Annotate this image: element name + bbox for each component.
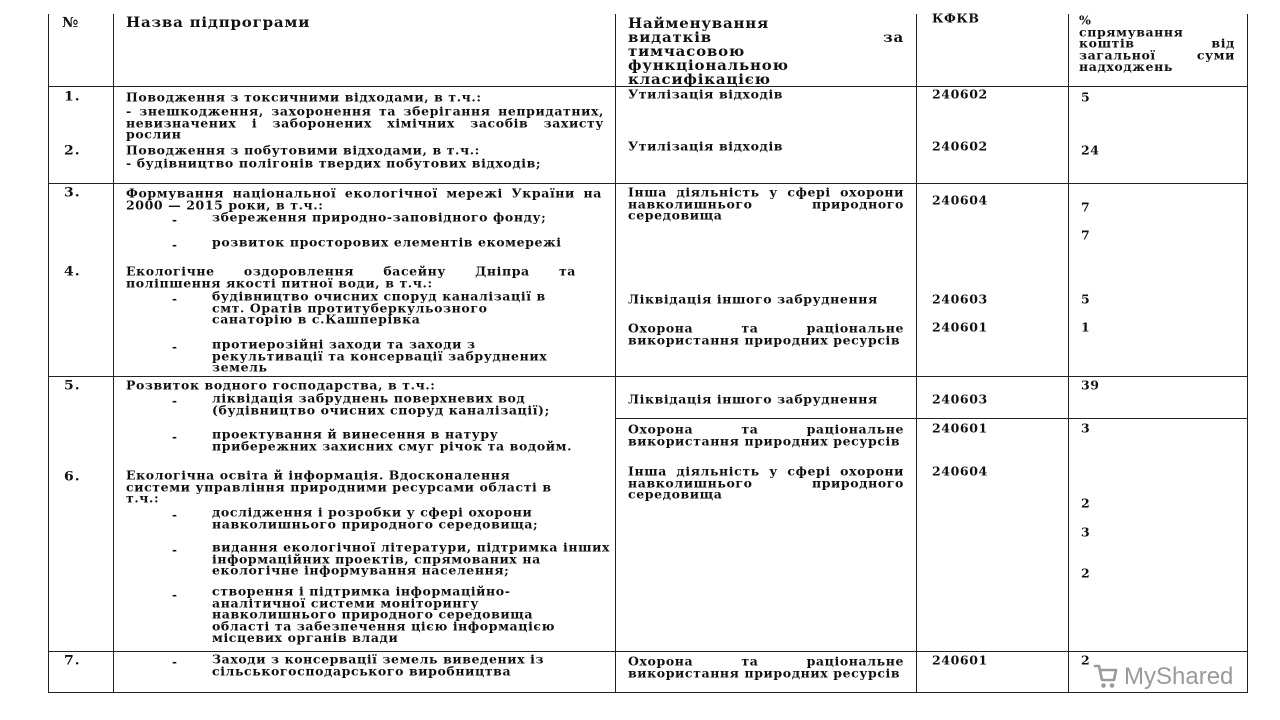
row-3-code: 240604 — [932, 193, 988, 208]
row-5-item-1: ліквідація забруднень поверхневих вод (будівництво очисних споруд каналізації); — [212, 391, 550, 417]
row-6-code: 240604 — [932, 464, 988, 479]
row-4-code-2: 240601 — [932, 320, 988, 335]
header-number: № — [62, 14, 80, 31]
table-border-left — [48, 14, 49, 692]
row-2-code: 240602 — [932, 139, 988, 154]
row-4-percent-1: 5 — [1081, 292, 1091, 307]
row-6-number: 6. — [64, 469, 81, 485]
row-2-number: 2. — [64, 143, 81, 159]
row-3-expenditure: Інша діяльність у сфері охорони навколишнього природного середовища — [628, 185, 904, 223]
row-3-number: 3. — [64, 185, 81, 201]
row-3-item-1: збереження природно-заповідного фонду; — [212, 210, 547, 225]
shopping-cart-icon — [1092, 662, 1118, 692]
header-expenditure: Найменування видатків за тимчасовою функціональною класифікацією — [628, 15, 904, 88]
row-3-bullet-1: - — [172, 213, 177, 227]
row-1-percent: 5 — [1081, 90, 1091, 105]
watermark-text: MyShared — [1124, 663, 1234, 690]
row-2-expenditure: Утилізація відходів — [628, 139, 784, 154]
row-5-number: 5. — [64, 378, 81, 394]
row-6-bullet-2: - — [172, 543, 177, 557]
row-6-expenditure: Інша діяльність у сфері охорони навколишнього природного середовища — [628, 464, 904, 502]
row-7-expenditure: Охорона та раціональне використання природних ресурсів — [628, 654, 904, 680]
row-4-percent-2: 1 — [1081, 320, 1091, 335]
row-6-item-1: дослідження і розробки у сфері охорони навколишнього природного середовища; — [212, 505, 539, 531]
row-7-code: 240601 — [932, 653, 988, 668]
row-3-percent-1: 7 — [1081, 200, 1091, 215]
row-4-number: 4. — [64, 264, 81, 280]
row-4-expenditure-1: Ліквідація іншого забруднення — [628, 292, 878, 307]
row-6-percent-3: 2 — [1081, 566, 1091, 581]
column-divider-4 — [1068, 14, 1069, 692]
row-6-title: Екологічна освіта й інформація. Вдосконалення системи управління природними ресурсами області в т.ч.: — [126, 468, 552, 506]
row-5-percent-1: 39 — [1081, 378, 1100, 393]
row-7-bullet-1: - — [172, 655, 177, 669]
row-divider-2-3 — [48, 183, 1248, 184]
row-4-expenditure-2: Охорона та раціональне використання природних ресурсів — [628, 321, 904, 347]
row-1-expenditure: Утилізація відходів — [628, 87, 784, 102]
row-1-code: 240602 — [932, 87, 988, 102]
column-divider-1 — [113, 14, 114, 692]
column-divider-3 — [916, 14, 917, 692]
row-5-item-2: проектування й винесення в натуру прибережних захисних смуг річок та водойм. — [212, 427, 573, 453]
row-3-item-2: розвиток просторових елементів екомережі — [212, 235, 562, 250]
row-3-title: Формування національної екологічної мережі України на 2000 — 2015 роки, в т.ч.: — [126, 186, 602, 212]
myshared-watermark — [1092, 657, 1242, 697]
header-percent: % спрямування коштів від загальної суми надходжень — [1079, 13, 1235, 74]
row-6-bullet-1: - — [172, 508, 177, 522]
header-subprogram: Назва підпрограми — [126, 14, 311, 31]
row-6-percent-2: 3 — [1081, 525, 1091, 540]
row-3-percent-2: 7 — [1081, 228, 1091, 243]
row-7-percent: 2 — [1081, 653, 1091, 668]
row-2-description: - будівництво полігонів твердих побутових відходів; — [126, 156, 542, 171]
row-5-title: Розвиток водного господарства, в т.ч.: — [126, 378, 436, 393]
row-5-expenditure-1: Ліквідація іншого забруднення — [628, 392, 878, 407]
row-5-percent-2: 3 — [1081, 421, 1091, 436]
table-bottom-line — [48, 692, 1248, 693]
row-7-item-1: Заходи з консервації земель виведених із сільськогосподарського виробництва — [212, 652, 545, 678]
column-divider-2 — [615, 14, 616, 692]
row-5-expenditure-2: Охорона та раціональне використання природних ресурсів — [628, 422, 904, 448]
row-4-item-1: будівництво очисних споруд каналізації в смт. Оратів протитуберкульозного санаторію в с.Кашперівка — [212, 289, 546, 327]
row-4-title: Екологічне оздоровлення басейну Дніпра та поліпшення якості питної води, в т.ч.: — [126, 264, 576, 290]
row-4-bullet-2: - — [172, 340, 177, 354]
row-6-bullet-3: - — [172, 588, 177, 602]
row-2-title: Поводження з побутовими відходами, в т.ч.: — [126, 143, 480, 158]
table-border-right — [1247, 14, 1248, 692]
row-4-bullet-1: - — [172, 292, 177, 306]
row-5-bullet-1: - — [172, 394, 177, 408]
row-4-item-2: протиерозійні заходи та заходи з рекультивації та консервації забруднених земель — [212, 337, 548, 375]
row-1-title: Поводження з токсичними відходами, в т.ч.: — [126, 90, 482, 105]
row-3-bullet-2: - — [172, 238, 177, 252]
row-1-description: - знешкодження, захоронення та зберігання непридатних, невизначених і заборонених хімічних засобів захисту рослин — [126, 104, 604, 142]
row-2-percent: 24 — [1081, 143, 1100, 158]
row-6-percent-1: 2 — [1081, 496, 1091, 511]
row-6-item-2: видання екологічної літератури, підтримка інших інформаційних проектів, спрямованих на екологічне інформування населення; — [212, 540, 611, 578]
row-divider-4-5 — [48, 376, 1248, 377]
row-5-bullet-2: - — [172, 430, 177, 444]
row-5-code-2: 240601 — [932, 421, 988, 436]
row-6-item-3: створення і підтримка інформаційно-аналітичної системи моніторингу навколишнього природного середовища області та забезпечення цією інформацією місцевих органів влади — [212, 584, 556, 645]
row-4-code-1: 240603 — [932, 292, 988, 307]
row-5-code-1: 240603 — [932, 392, 988, 407]
header-code: КФКВ — [932, 11, 980, 26]
row-7-number: 7. — [64, 653, 81, 669]
row-1-number: 1. — [64, 89, 81, 105]
row-5-expense-divider — [615, 418, 1248, 419]
